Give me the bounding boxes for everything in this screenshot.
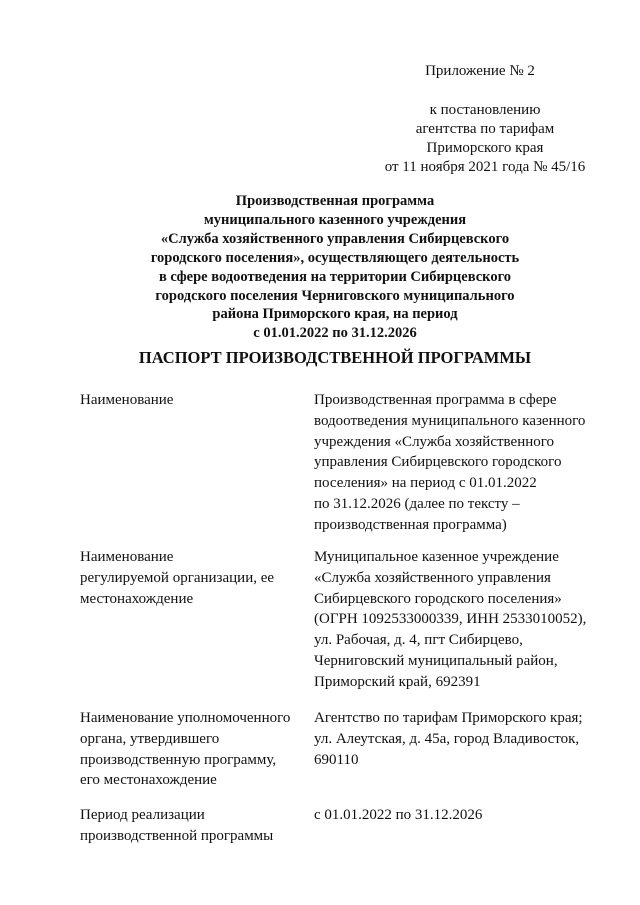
- value-line: Производственная программа в сфере: [314, 392, 557, 408]
- program-title-line: муниципального казенного учреждения: [203, 211, 467, 228]
- program-title-line: Производственная программа: [235, 193, 435, 209]
- label-line: его местонахождение: [80, 772, 217, 789]
- label-line: Наименование уполномоченного: [80, 710, 291, 726]
- value-line: с 01.01.2022 по 31.12.2026: [314, 807, 483, 823]
- value-line: ул. Алеутская, д. 45а, город Владивосток,: [314, 730, 580, 747]
- label-line: производственной программы: [80, 827, 274, 844]
- label-line: местонахождение: [80, 590, 194, 607]
- appendix-line: от 11 ноября 2021 года № 45/16: [384, 159, 586, 175]
- label-line: регулируемой организации, ее: [80, 569, 275, 586]
- label-line: Наименование: [80, 392, 174, 408]
- passport-row-label: [80, 390, 305, 411]
- appendix-line: Приморского края: [426, 140, 544, 156]
- passport-row-value: [314, 708, 594, 770]
- value-line: Агентство по тарифам Приморского края;: [314, 710, 583, 726]
- passport-row-label: [80, 547, 305, 609]
- appendix-title: Приложение № 2: [425, 63, 535, 79]
- value-line: Сибирцевского городского поселения»: [314, 590, 562, 607]
- passport-heading: ПАСПОРТ ПРОИЗВОДСТВЕННОЙ ПРОГРАММЫ: [138, 348, 532, 367]
- appendix-line: к постановлению: [429, 102, 541, 118]
- value-line: Приморский край, 692391: [314, 673, 481, 690]
- program-title-line: «Служба хозяйственного управления Сибирцевского: [160, 230, 510, 247]
- value-line: 690110: [314, 751, 359, 768]
- value-line: поселения» на период с 01.01.2022: [314, 475, 537, 492]
- value-line: учреждения «Служба хозяйственного: [314, 433, 555, 450]
- program-title-line: района Приморского края, на период: [212, 306, 458, 323]
- program-title: [100, 192, 570, 343]
- value-line: производственная программа): [314, 516, 507, 533]
- value-line: (ОГРН 1092533000339, ИНН 2533010052),: [314, 611, 587, 628]
- passport-row-label: [80, 708, 305, 791]
- passport-row-value: [314, 805, 594, 826]
- appendix-reference: [380, 101, 590, 177]
- value-line: Муниципальное казенное учреждение: [314, 549, 559, 565]
- label-line: производственную программу,: [80, 751, 277, 768]
- passport-row-label: [80, 805, 305, 847]
- passport-row-value: [314, 547, 594, 693]
- appendix-line: агентства по тарифам: [415, 121, 555, 137]
- value-line: водоотведения муниципального казенного: [314, 412, 586, 429]
- program-title-line: городского поселения Черниговского муниципального: [155, 287, 515, 304]
- value-line: ул. Рабочая, д. 4, пгт Сибирцево,: [314, 632, 523, 649]
- label-line: Период реализации: [80, 807, 205, 823]
- passport-row-value: [314, 390, 594, 536]
- label-line: органа, утвердившего: [80, 730, 220, 747]
- label-line: Наименование: [80, 549, 174, 565]
- value-line: Черниговский муниципальный район,: [314, 652, 558, 669]
- value-line: «Служба хозяйственного управления: [314, 569, 551, 586]
- program-title-line: с 01.01.2022 по 31.12.2026: [253, 325, 417, 342]
- value-line: управления Сибирцевского городского: [314, 454, 562, 471]
- program-title-line: городского поселения», осуществляющего деятельность: [150, 249, 520, 266]
- program-title-line: в сфере водоотведения на территории Сибирцевского: [158, 268, 512, 285]
- value-line: по 31.12.2026 (далее по тексту –: [314, 495, 520, 512]
